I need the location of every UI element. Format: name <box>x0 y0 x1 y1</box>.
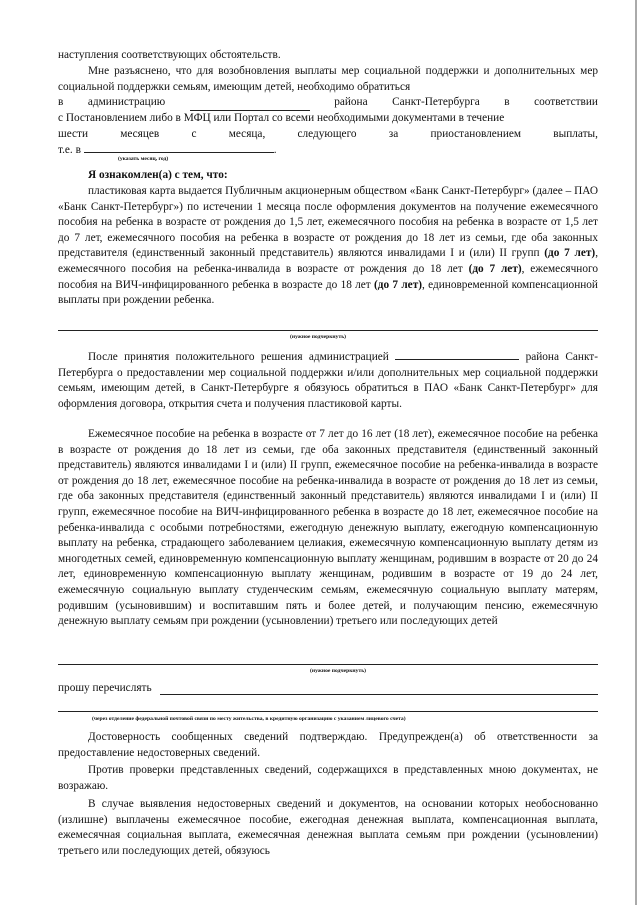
underline-hint: (нужное подчеркнуть) <box>310 668 367 674</box>
paragraph-reactivation: Мне разъяснено, что для возобновления выплаты мер социальной поддержки и дополнительных мер социальной поддержки семьям, имеющим детей, необходимо обратиться <box>58 65 598 93</box>
word: соответствии <box>534 96 598 108</box>
underline-divider <box>58 330 598 331</box>
word: месяца, <box>228 128 266 140</box>
month-year-hint: (указать месяц, год) <box>118 156 169 162</box>
underline-divider <box>58 664 598 665</box>
bold-text: (до 7 лет) <box>468 262 522 275</box>
paragraph-refund-obligation: В случае выявления недостоверных сведений и документов, на основании которых необоснованно (излишне) выплачены ежемесячное пособие, ежегодная денежная выплата, компенсационная выплата, ежемесячная социальная выплата, ежемесячная денежная выплата семьям при рождении (усыновлении) третьего или последующих детей, обязуюсь <box>58 798 598 857</box>
paragraph-benefits-list: Ежемесячное пособие на ребенка в возрасте от 7 лет до 16 лет (18 лет), ежемесячное пособие на ребенка в возрасте от рождения до 18 лет из семьи, где оба законных представителя (единственный законный представитель) являются инвалидами I и (или) II групп, ежемесячное пособие на ребенка-инвалида в возрасте от рождения до 18 лет, ежемесячное пособие на ребенка-инвалида в возрасте от рождения до 18 лет из семьи, где оба законных представителя (единственный законный представитель) являются инвалидами I и (или) II групп, ежемесячное пособие на ВИЧ-инфицированного ребенка в возрасте до 18 лет, ежемесячное пособие на ребенка-инвалида с особыми потребностями, ежегодную денежную выплату, ежегодную компенсационную выплату на ребенка, страдающего заболеванием целиакия, ежемесячную компенсационную выплату детям из многодетных семей, единовременную компенсационную выплату женщинам, родившим в возрасте от 20 до 24 лет, единовременную компенсационную выплату женщинам, родившим в возрасте от 19 до 24 лет, ежемесячную социальную выплату студенческим семьям, ежемесячную социальную выплату матерям, родившим (усыновившим) и воспитавшим пять и более детей, и получающим пенсию, ежемесячную денежную выплату семьям при рождении (усыновлении) третьего или последующих детей <box>58 428 598 628</box>
scan-edge <box>635 0 637 905</box>
word: в <box>504 96 510 108</box>
word: администрацию <box>87 96 166 108</box>
word: приостановлением <box>430 128 522 140</box>
admin-name-blank[interactable] <box>395 359 519 360</box>
text: пластиковая карта выдается Публичным акционерным обществом «Банк Санкт-Петербург» (далее – ПАО «Банк Санкт-Петербург») по истечении 1 месяца после оформления документов на получение ежемесячного пособия на ребенка в возрасте от рождения до 1,5 лет, ежемесячного пособия на ребенка в возрасте от 1,5 лет до 7 лет, ежемесячного пособия на ребенка в возрасте от рождения до 18 лет из семьи, где оба законных представителя (единственный законный представитель) являются инвалидами I и (или) II групп <box>58 185 598 260</box>
word: в <box>58 96 64 108</box>
month-year-blank[interactable] <box>84 152 274 153</box>
transfer-label: прошу перечислять <box>58 682 152 694</box>
paragraph-accuracy: Достоверность сообщенных сведений подтверждаю. Предупрежден(а) об ответственности за предоставление недостоверных сведений. <box>58 731 598 759</box>
transfer-blank-2[interactable] <box>58 711 598 712</box>
month-year-row: т.е. в . <box>58 144 277 156</box>
text: , ежемесячного пособия на ребенка-инвалида в возрасте от рождения до 18 лет <box>58 247 599 275</box>
admin-row <box>58 95 598 111</box>
te-v-label: т.е. в <box>58 144 81 156</box>
word: месяцев <box>120 128 160 140</box>
word: Санкт-Петербурга <box>392 96 480 108</box>
text: После принятия положительного решения администрацией <box>88 351 389 363</box>
paragraph-bank-obligation <box>58 350 598 412</box>
bold-text: (до 7 лет) <box>544 247 596 260</box>
period-row <box>58 127 598 143</box>
word: следующего <box>297 128 357 140</box>
acknowledgement-heading <box>58 168 598 184</box>
text: , ежемесячного пособия на ВИЧ-инфицированного ребенка в возрасте до 18 лет <box>58 262 598 291</box>
text: района Санкт-Петербурга о предоставлении мер социальной поддержки и/или дополнительных мер социальной поддержки семьям, имеющим детей, в Санкт-Петербурге я обязуюсь обратиться в ПАО «Банк Санкт-Петербург» для оформления договора, открытия счета и получения пластиковой карты. <box>58 351 598 410</box>
paragraph-verification-consent: Против проверки представленных сведений, содержащихся в представленных мною документах, не возражаю. <box>58 764 598 792</box>
paragraph-card-info <box>58 184 598 309</box>
word: с <box>191 128 197 140</box>
heading-text: Я ознакомлен(а) с тем, что: <box>88 169 228 181</box>
admin-name-blank[interactable] <box>190 95 310 111</box>
word: шести <box>58 128 88 140</box>
text-line: наступления соответствующих обстоятельств. <box>58 49 281 61</box>
transfer-blank[interactable] <box>160 694 598 695</box>
bold-text: (до 7 лет) <box>374 278 423 291</box>
word: выплаты, <box>553 128 598 140</box>
text: , единовременной компенсационной выплаты при рождении ребенка. <box>58 278 598 307</box>
transfer-hint: (через отделение федеральной почтовой связи по месту жительства, в кредитную организацию с указанием лицевого счета) <box>92 716 406 722</box>
underline-hint: (нужное подчеркнуть) <box>290 334 347 340</box>
text-line: с Постановлением либо в МФЦ или Портал со всеми необходимыми документами в течение <box>58 112 505 124</box>
word: района <box>334 96 368 108</box>
word: за <box>388 128 399 140</box>
